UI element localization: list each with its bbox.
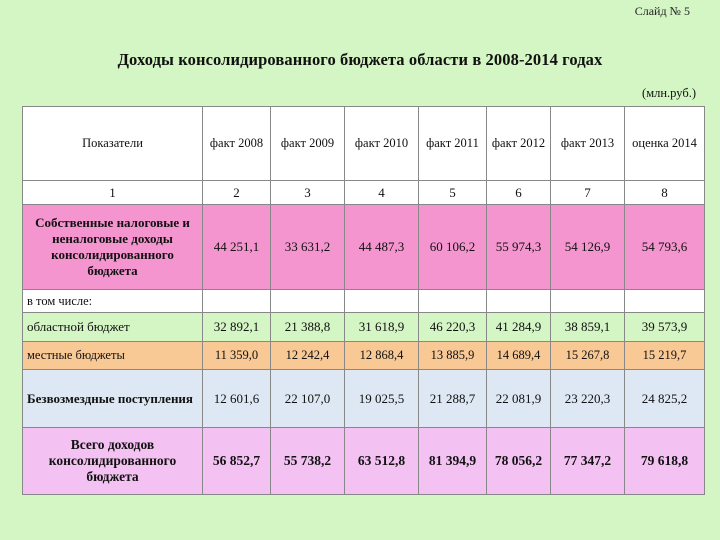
page-title: Доходы консолидированного бюджета области в 2008-2014 годах xyxy=(117,50,603,69)
column-number: 4 xyxy=(345,181,419,205)
table-cell xyxy=(551,290,625,313)
header-cell: факт 2009 xyxy=(271,107,345,181)
table-cell: 15 219,7 xyxy=(625,342,705,370)
table-cell: 77 347,2 xyxy=(551,428,625,495)
header-cell: факт 2012 xyxy=(487,107,551,181)
column-number: 6 xyxy=(487,181,551,205)
table-cell: 81 394,9 xyxy=(419,428,487,495)
table-cell xyxy=(487,290,551,313)
table-cell: 55 738,2 xyxy=(271,428,345,495)
table-cell: 44 487,3 xyxy=(345,205,419,290)
table-cell: 22 107,0 xyxy=(271,370,345,428)
table-cell: 14 689,4 xyxy=(487,342,551,370)
table-cell: 21 388,8 xyxy=(271,313,345,342)
header-cell: Показатели xyxy=(23,107,203,181)
table-cell: 60 106,2 xyxy=(419,205,487,290)
table-cell: 44 251,1 xyxy=(203,205,271,290)
table-cell: 54 126,9 xyxy=(551,205,625,290)
header-row xyxy=(23,107,705,181)
table-cell: 46 220,3 xyxy=(419,313,487,342)
row-regional-budget xyxy=(23,313,705,342)
header-cell: факт 2010 xyxy=(345,107,419,181)
table-cell: 11 359,0 xyxy=(203,342,271,370)
column-number: 5 xyxy=(419,181,487,205)
table-cell: 39 573,9 xyxy=(625,313,705,342)
column-number: 8 xyxy=(625,181,705,205)
table-cell: 12 601,6 xyxy=(203,370,271,428)
header-cell: факт 2008 xyxy=(203,107,271,181)
row-including xyxy=(23,290,705,313)
row-label: в том числе: xyxy=(23,290,203,313)
row-label: Всего доходов консолидированного бюджета xyxy=(23,428,203,495)
column-number: 7 xyxy=(551,181,625,205)
table-cell: 38 859,1 xyxy=(551,313,625,342)
column-number-row xyxy=(23,181,705,205)
table-cell: 12 868,4 xyxy=(345,342,419,370)
row-label: местные бюджеты xyxy=(23,342,203,370)
table-cell: 78 056,2 xyxy=(487,428,551,495)
table-cell: 15 267,8 xyxy=(551,342,625,370)
table-cell: 56 852,7 xyxy=(203,428,271,495)
row-total-revenue xyxy=(23,428,705,495)
header-cell: факт 2013 xyxy=(551,107,625,181)
row-local-budgets xyxy=(23,342,705,370)
row-label: областной бюджет xyxy=(23,313,203,342)
revenue-table xyxy=(22,106,705,495)
column-number: 2 xyxy=(203,181,271,205)
table-cell: 55 974,3 xyxy=(487,205,551,290)
table-cell xyxy=(203,290,271,313)
row-gratuitous-receipts xyxy=(23,370,705,428)
table-cell: 54 793,6 xyxy=(625,205,705,290)
header-cell: оценка 2014 xyxy=(625,107,705,181)
table-cell: 41 284,9 xyxy=(487,313,551,342)
table-cell: 33 631,2 xyxy=(271,205,345,290)
table-cell: 63 512,8 xyxy=(345,428,419,495)
table-cell xyxy=(625,290,705,313)
column-number: 3 xyxy=(271,181,345,205)
table-cell: 24 825,2 xyxy=(625,370,705,428)
units-label: (млн.руб.) xyxy=(642,86,696,100)
table-cell: 32 892,1 xyxy=(203,313,271,342)
table-cell xyxy=(345,290,419,313)
table-cell: 23 220,3 xyxy=(551,370,625,428)
row-label: Безвозмездные поступления xyxy=(23,370,203,428)
table-cell xyxy=(419,290,487,313)
table-cell: 21 288,7 xyxy=(419,370,487,428)
table-cell: 79 618,8 xyxy=(625,428,705,495)
header-cell: факт 2011 xyxy=(419,107,487,181)
table-cell: 12 242,4 xyxy=(271,342,345,370)
row-own-revenue xyxy=(23,205,705,290)
column-number: 1 xyxy=(23,181,203,205)
row-label: Собственные налоговые и неналоговые доходы консолидированного бюджета xyxy=(23,205,203,290)
table-cell: 19 025,5 xyxy=(345,370,419,428)
table-cell xyxy=(271,290,345,313)
slide-number: Слайд № 5 xyxy=(634,4,690,18)
table-cell: 22 081,9 xyxy=(487,370,551,428)
table-cell: 31 618,9 xyxy=(345,313,419,342)
table-cell: 13 885,9 xyxy=(419,342,487,370)
